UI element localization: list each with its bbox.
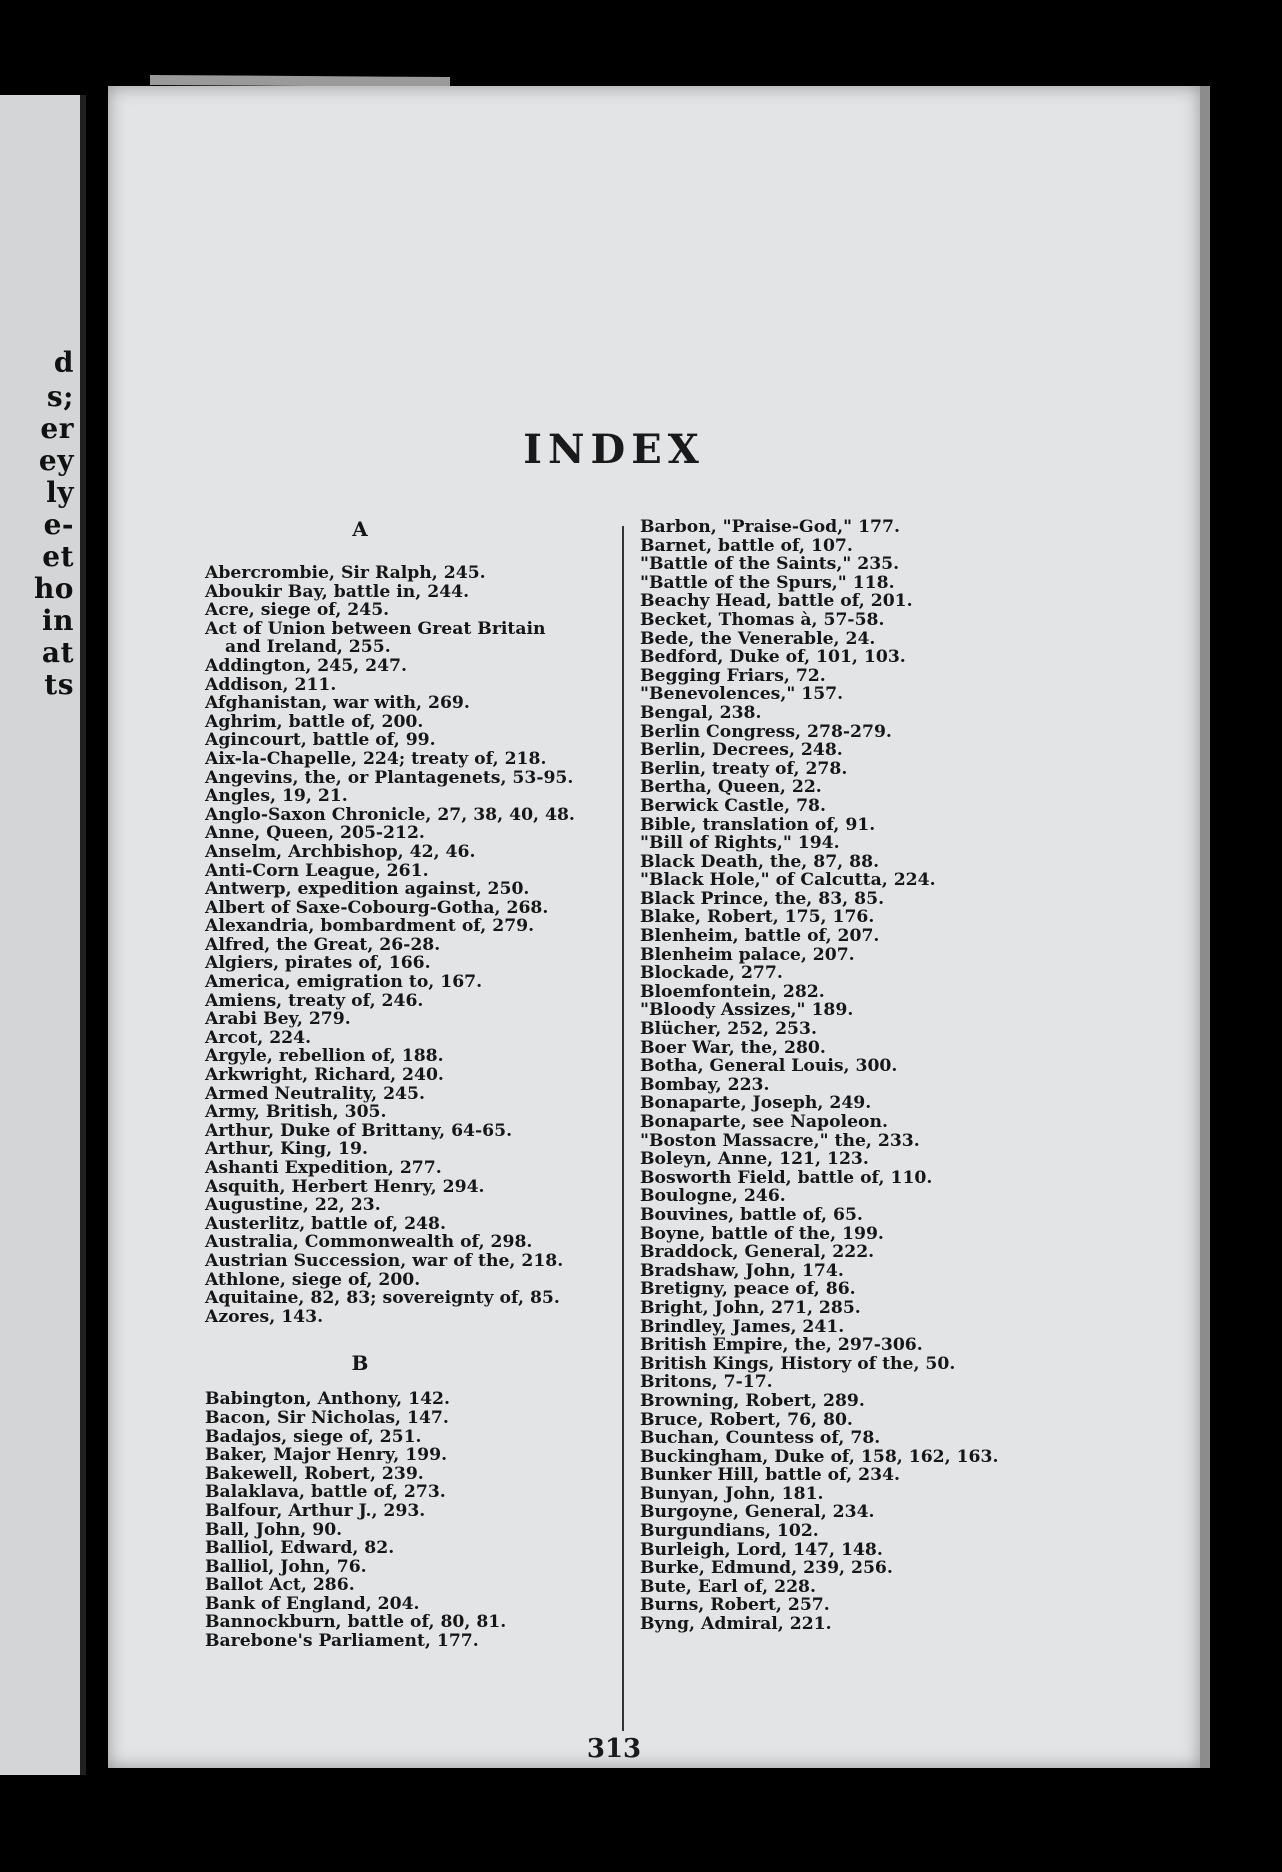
index-entry: Bank of England, 204.	[205, 1593, 420, 1614]
index-entry: Alfred, the Great, 26-28.	[205, 934, 441, 955]
index-entry: Anti-Corn League, 261.	[205, 860, 429, 881]
index-entry: Bible, translation of, 91.	[640, 814, 876, 835]
index-entry: Arabi Bey, 279.	[205, 1009, 351, 1030]
entries-b	[205, 1390, 675, 1650]
index-entry: Bradshaw, John, 174.	[640, 1260, 844, 1281]
entries-right	[640, 518, 1120, 1634]
facing-page-text-fragment: s;	[46, 380, 74, 413]
index-entry: Beachy Head, battle of, 201.	[640, 591, 913, 612]
index-entry: Botha, General Louis, 300.	[640, 1056, 898, 1077]
index-entry: "Boston Massacre," the, 233.	[640, 1130, 920, 1151]
index-entry: America, emigration to, 167.	[205, 972, 483, 993]
index-entry: Aghrim, battle of, 200.	[205, 711, 424, 732]
facing-page-text-fragment: er	[40, 412, 74, 445]
index-entry: Armed Neutrality, 245.	[205, 1083, 425, 1104]
facing-page-text-fragment: ey	[38, 444, 74, 477]
index-column-left	[205, 518, 675, 1651]
index-entry: Bouvines, battle of, 65.	[640, 1204, 863, 1225]
index-entry: Becket, Thomas à, 57-58.	[640, 609, 885, 630]
index-entry: Blenheim palace, 207.	[640, 944, 855, 965]
index-entry: Arcot, 224.	[205, 1027, 312, 1048]
index-entry: Angevins, the, or Plantagenets, 53-95.	[205, 767, 574, 788]
entries-a	[205, 564, 675, 1326]
index-entry: Anselm, Archbishop, 42, 46.	[205, 841, 476, 862]
index-page	[108, 86, 1210, 1768]
index-entry: Balliol, Edward, 82.	[205, 1538, 395, 1559]
index-entry: Babington, Anthony, 142.	[205, 1389, 450, 1410]
index-entry: Braddock, General, 222.	[640, 1242, 875, 1263]
index-entry: Austerlitz, battle of, 248.	[205, 1213, 446, 1234]
index-entry: Army, British, 305.	[205, 1102, 387, 1123]
index-column-right	[640, 518, 1120, 1634]
index-entry: Australia, Commonwealth of, 298.	[205, 1232, 533, 1253]
index-entry: British Empire, the, 297-306.	[640, 1335, 923, 1356]
index-entry: Blockade, 277.	[640, 963, 783, 984]
index-entry: Boer War, the, 280.	[640, 1037, 826, 1058]
index-entry: and Ireland, 255.	[225, 637, 391, 658]
index-entry: Black Prince, the, 83, 85.	[640, 888, 885, 909]
index-entry: Ballot Act, 286.	[205, 1575, 355, 1596]
index-entry: Bosworth Field, battle of, 110.	[640, 1167, 933, 1188]
index-entry: Athlone, siege of, 200.	[205, 1269, 421, 1290]
index-entry: Berlin, Decrees, 248.	[640, 740, 843, 761]
index-entry: "Bill of Rights," 194.	[640, 833, 840, 854]
index-entry: Addington, 245, 247.	[205, 655, 407, 676]
index-entry: Bertha, Queen, 22.	[640, 777, 822, 798]
index-entry: "Battle of the Saints," 235.	[640, 554, 900, 575]
index-entry: Blake, Robert, 175, 176.	[640, 907, 875, 928]
facing-page-text-fragment: e-	[43, 508, 74, 541]
facing-page-fragment	[0, 95, 86, 1775]
index-entry: Ashanti Expedition, 277.	[205, 1158, 442, 1178]
index-entry: Act of Union between Great Britain	[205, 618, 546, 639]
index-entry: Bonaparte, see Napoleon.	[640, 1112, 888, 1132]
index-entry: "Black Hole," of Calcutta, 224.	[640, 870, 936, 891]
index-entry: Arthur, King, 19.	[205, 1139, 368, 1160]
index-entry: Burns, Robert, 257.	[640, 1595, 830, 1616]
index-entry: Bloemfontein, 282.	[640, 981, 825, 1002]
index-entry: Blenheim, battle of, 207.	[640, 926, 880, 947]
index-entry: Asquith, Herbert Henry, 294.	[205, 1176, 485, 1197]
index-entry: Agincourt, battle of, 99.	[205, 730, 436, 751]
index-entry: Buchan, Countess of, 78.	[640, 1428, 881, 1449]
index-entry: Boulogne, 246.	[640, 1186, 786, 1207]
index-entry: Berlin Congress, 278-279.	[640, 721, 892, 742]
index-entry: Balaklava, battle of, 273.	[205, 1482, 446, 1503]
index-entry: Austrian Succession, war of the, 218.	[205, 1250, 564, 1271]
index-entry: Bannockburn, battle of, 80, 81.	[205, 1612, 507, 1633]
index-entry: Augustine, 22, 23.	[205, 1195, 381, 1216]
index-entry: Amiens, treaty of, 246.	[205, 990, 424, 1011]
index-entry: Bonaparte, Joseph, 249.	[640, 1093, 872, 1114]
facing-page-text-fragment: ly	[46, 476, 74, 509]
index-entry: Brindley, James, 241.	[640, 1316, 845, 1337]
index-entry: Bacon, Sir Nicholas, 147.	[205, 1407, 449, 1428]
index-entry: Bunyan, John, 181.	[640, 1483, 824, 1504]
index-entry: Balliol, John, 76.	[205, 1556, 367, 1577]
index-entry: Albert of Saxe-Cobourg-Gotha, 268.	[205, 897, 549, 918]
facing-page-text-fragment: d	[53, 346, 74, 379]
index-entry: Barebone's Parliament, 177.	[205, 1631, 479, 1652]
index-entry: "Benevolences," 157.	[640, 684, 844, 705]
index-entry: Berwick Castle, 78.	[640, 795, 826, 816]
index-entry: Boyne, battle of the, 199.	[640, 1223, 884, 1244]
index-entry: Arthur, Duke of Brittany, 64-65.	[205, 1120, 513, 1141]
page-title: INDEX	[523, 426, 705, 473]
index-entry: Afghanistan, war with, 269.	[205, 693, 470, 714]
facing-page-text-fragment: at	[41, 636, 74, 669]
facing-page-text-fragment: ts	[44, 668, 74, 701]
page-number: 313	[586, 1734, 642, 1764]
index-entry: Balfour, Arthur J., 293.	[205, 1500, 426, 1521]
index-entry: Bretigny, peace of, 86.	[640, 1279, 856, 1300]
index-entry: Byng, Admiral, 221.	[640, 1614, 832, 1635]
index-entry: Bedford, Duke of, 101, 103.	[640, 647, 906, 668]
column-divider	[622, 526, 624, 1731]
index-entry: Argyle, rebellion of, 188.	[205, 1046, 444, 1067]
index-entry: Baker, Major Henry, 199.	[205, 1445, 448, 1466]
index-entry: Britons, 7-17.	[640, 1372, 773, 1393]
facing-page-text-fragment: in	[42, 604, 74, 637]
index-entry: Burleigh, Lord, 147, 148.	[640, 1539, 883, 1560]
facing-page-text-fragment: et	[42, 540, 74, 573]
index-entry: Bede, the Venerable, 24.	[640, 628, 876, 649]
index-entry: "Battle of the Spurs," 118.	[640, 572, 895, 593]
index-entry: Bright, John, 271, 285.	[640, 1297, 861, 1318]
index-entry: Bruce, Robert, 76, 80.	[640, 1409, 853, 1430]
index-entry: Anglo-Saxon Chronicle, 27, 38, 40, 48.	[205, 804, 575, 825]
index-entry: Barbon, "Praise-God," 177.	[640, 517, 900, 537]
index-entry: Arkwright, Richard, 240.	[205, 1065, 444, 1086]
index-entry: Blücher, 252, 253.	[640, 1019, 817, 1040]
index-entry: Addison, 211.	[205, 674, 337, 695]
index-entry: Barnet, battle of, 107.	[640, 535, 853, 556]
index-entry: Alexandria, bombardment of, 279.	[205, 916, 535, 937]
index-entry: Acre, siege of, 245.	[205, 600, 390, 621]
index-entry: Burgundians, 102.	[640, 1521, 819, 1542]
section-letter-b: B	[351, 1351, 369, 1376]
index-entry: Angles, 19, 21.	[205, 786, 348, 807]
index-entry: Bengal, 238.	[640, 702, 762, 723]
index-entry: Algiers, pirates of, 166.	[205, 953, 431, 974]
index-entry: Ball, John, 90.	[205, 1519, 343, 1540]
index-entry: Boleyn, Anne, 121, 123.	[640, 1149, 869, 1170]
index-entry: Berlin, treaty of, 278.	[640, 758, 848, 779]
index-entry: Badajos, siege of, 251.	[205, 1426, 422, 1447]
index-entry: Bakewell, Robert, 239.	[205, 1463, 424, 1484]
index-entry: "Bloody Assizes," 189.	[640, 1000, 854, 1021]
index-entry: Bombay, 223.	[640, 1074, 770, 1095]
facing-page-text-fragment: ho	[33, 572, 74, 605]
index-entry: Aquitaine, 82, 83; sovereignty of, 85.	[205, 1288, 560, 1309]
section-letter-a: A	[352, 517, 368, 541]
index-entry: British Kings, History of the, 50.	[640, 1353, 956, 1374]
index-entry: Abercrombie, Sir Ralph, 245.	[205, 563, 486, 583]
index-entry: Burgoyne, General, 234.	[640, 1502, 875, 1523]
index-entry: Buckingham, Duke of, 158, 162, 163.	[640, 1446, 999, 1467]
index-entry: Aboukir Bay, battle in, 244.	[205, 581, 470, 602]
index-entry: Bunker Hill, battle of, 234.	[640, 1465, 900, 1486]
index-entry: Burke, Edmund, 239, 256.	[640, 1558, 893, 1579]
index-entry: Aix-la-Chapelle, 224; treaty of, 218.	[205, 748, 547, 769]
index-entry: Anne, Queen, 205-212.	[205, 823, 425, 844]
index-entry: Bute, Earl of, 228.	[640, 1576, 816, 1597]
index-entry: Antwerp, expedition against, 250.	[205, 879, 530, 900]
index-entry: Begging Friars, 72.	[640, 665, 826, 686]
index-entry: Black Death, the, 87, 88.	[640, 851, 880, 872]
index-entry: Azores, 143.	[205, 1306, 324, 1327]
index-entry: Browning, Robert, 289.	[640, 1390, 865, 1411]
